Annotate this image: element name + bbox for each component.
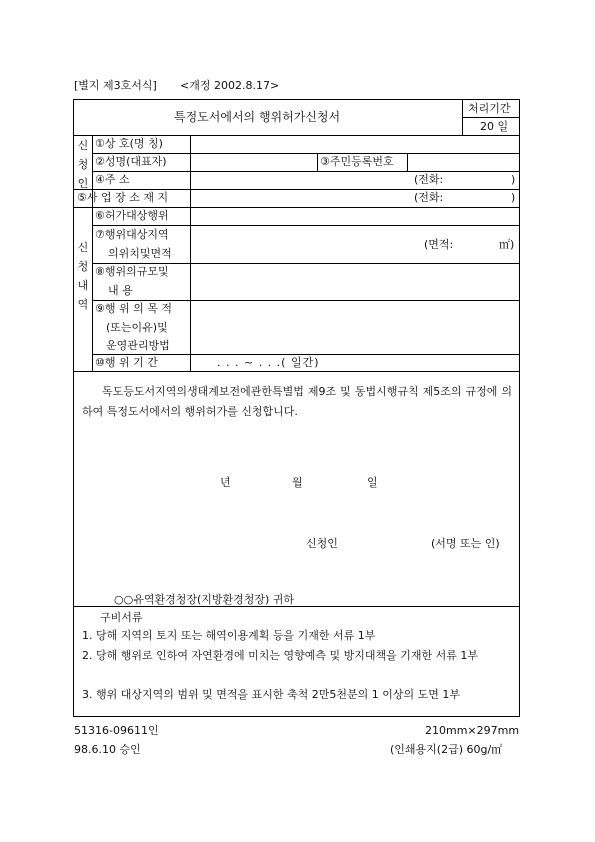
form-title: 특정도서에서의 행위허가신청서 [174,110,341,124]
company-name-field[interactable] [191,136,519,152]
approval-date: 98.6.10 승인 [74,743,141,756]
purpose-label: ⑨행 위 의 목 적 [95,302,172,315]
signature-note: (서명 또는 인) [431,537,500,550]
application-statement: 독도등도서지역의생태계보전에관한특별법 제9조 및 동법시행규칙 제5조의 규정에 의하여 특정도서에서의 행위허가를 신청합니다. [82,385,512,418]
permit-activity-label: ⑥허가대상행위 [95,209,169,222]
required-document-1: 1. 당해 지역의 토지 또는 해역이용계획 등을 기재한 서류 1부 [82,629,376,642]
purpose-label-2: (또는이유)및 [106,321,168,334]
company-name-label: ①상 호(명 칭) [95,137,163,150]
business-location-label: ⑤사 업 장 소 재 지 [77,191,169,204]
period-label: ⑩행 위 기 간 [95,356,158,369]
permit-activity-field[interactable] [191,208,519,224]
area-size-label: (면적: [424,238,454,251]
processing-period-value: 20 일 [480,120,509,133]
representative-field[interactable] [191,154,316,170]
signature-field[interactable] [349,534,429,552]
address-field[interactable] [191,172,411,188]
applicant-signature-label: 신청인 [306,537,338,550]
business-phone-label: (전화: [414,191,444,204]
representative-label: ②성명(대표자) [95,155,167,168]
applicant-section-label: 신 청 인 [77,139,89,190]
date-month: 월 [292,476,303,489]
resident-number-label: ③주민등록번호 [320,155,394,168]
area-location-field[interactable] [191,226,421,262]
scale-content-label: ⑧행위의규모및 [95,265,169,278]
request-section-label: 신 청 내 역 [77,241,89,311]
area-unit: ㎡) [499,238,515,251]
address-label: ④주 소 [95,173,130,186]
scale-content-label-2: 내 용 [108,284,133,297]
business-location-field[interactable] [191,190,411,206]
period-field[interactable]: . . . ~ . . .( 일간) [217,356,320,369]
paper-spec: (인쇄용지(2급) 60g/㎡ [390,743,503,756]
required-documents-title: 구비서류 [100,611,143,624]
date-day: 일 [367,476,378,489]
processing-period-label: 처리기간 [468,102,511,115]
address-phone-label: (전화: [414,173,444,186]
purpose-field[interactable] [191,301,519,353]
purpose-label-3: 운영관리방법 [106,339,170,352]
application-form [73,99,520,717]
date-year: 년 [220,476,231,489]
business-phone-close: ) [511,191,516,204]
resident-number-field[interactable] [408,154,519,170]
form-number: [별지 제3호서식] [74,79,157,92]
recipient: ○○유역환경청장(지방환경청장) 귀하 [114,593,295,606]
paper-size: 210mm×297mm [425,724,520,737]
area-location-label: ⑦행위대상지역 [95,228,169,241]
revision-date: <개정 2002.8.17> [180,79,280,92]
required-document-2: 2. 당해 행위로 인하여 자연환경에 미치는 영향예측 및 방지대책을 기재한 서류 1부 [82,649,478,662]
scale-content-field[interactable] [191,264,519,299]
address-phone-close: ) [511,173,516,186]
area-location-label-2: 의위치및면적 [108,247,172,260]
form-code: 51316-09611인 [74,724,159,737]
required-document-3: 3. 행위 대상지역의 범위 및 면적을 표시한 축척 2만5천분의 1 이상의 도면 1부 [82,688,460,701]
